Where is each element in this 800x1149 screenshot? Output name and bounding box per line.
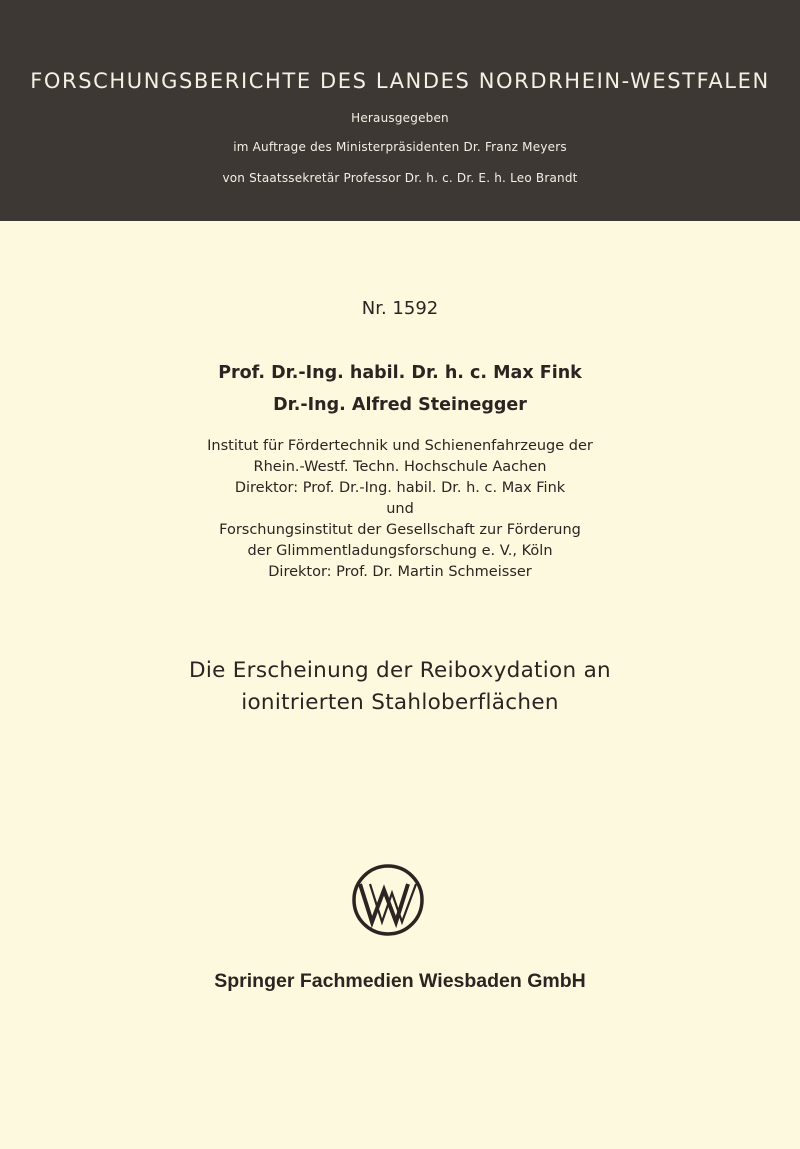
book-title-line-2: ionitrierten Stahloberflächen <box>241 690 559 715</box>
institution-line-5: Forschungsinstitut der Gesellschaft zur Förderung <box>219 522 581 538</box>
editor-line-2: im Auftrage des Ministerpräsidenten Dr. Franz Meyers <box>233 140 567 154</box>
institution-line-4: und <box>386 501 414 517</box>
institution-line-3: Direktor: Prof. Dr.-Ing. habil. Dr. h. c. Max Fink <box>234 480 566 496</box>
series-title: FORSCHUNGSBERICHTE DES LANDES NORDRHEIN-WESTFALEN <box>30 69 770 93</box>
institution-line-2: Rhein.-Westf. Techn. Hochschule Aachen <box>253 459 547 475</box>
report-number: Nr. 1592 <box>361 298 439 319</box>
editor-line-3: von Staatssekretär Professor Dr. h. c. Dr. E. h. Leo Brandt <box>222 171 578 185</box>
publisher-ww-logo-icon <box>351 863 425 937</box>
institution-line-1: Institut für Fördertechnik und Schienenfahrzeuge der <box>207 438 593 454</box>
series-header <box>0 0 800 221</box>
publisher-name: Springer Fachmedien Wiesbaden GmbH <box>214 970 586 992</box>
institution-line-6: der Glimmentladungsforschung e. V., Köln <box>247 543 553 559</box>
book-title-line-1: Die Erscheinung der Reiboxydation an <box>189 658 611 683</box>
author-2: Dr.-Ing. Alfred Steinegger <box>273 395 527 415</box>
author-1: Prof. Dr.-Ing. habil. Dr. h. c. Max Fink <box>218 363 582 383</box>
institution-line-7: Direktor: Prof. Dr. Martin Schmeisser <box>268 564 532 580</box>
editor-line-1: Herausgegeben <box>351 111 449 125</box>
